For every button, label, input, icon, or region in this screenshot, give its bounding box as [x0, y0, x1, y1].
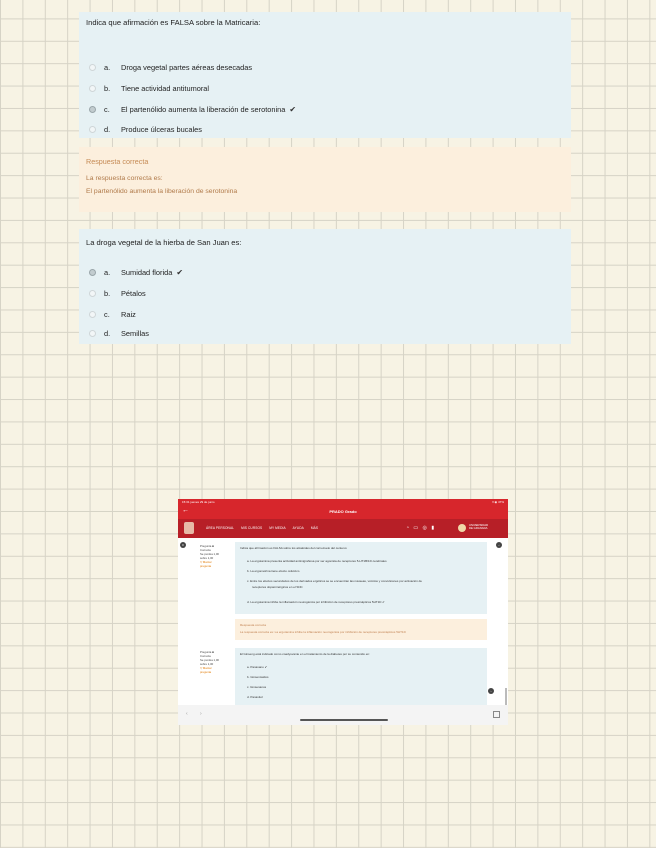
option-letter: d.	[104, 124, 111, 134]
nav-icons	[406, 525, 437, 531]
drawer-toggle-icon[interactable]: ≡	[180, 542, 186, 548]
app-title: PRADO Grado	[329, 509, 357, 514]
option[interactable]: c. Ginsenanos	[247, 685, 267, 689]
back-arrow-icon[interactable]: ←	[182, 507, 189, 514]
question-number: Pregunta ■	[200, 650, 214, 654]
status-time: 15:31 jueves 29 de junio	[182, 500, 215, 504]
option-letter: c.	[104, 104, 110, 114]
university-name	[469, 524, 488, 531]
question-grade-max: sobre 1,00	[200, 556, 214, 560]
bell-icon[interactable]: ◔	[406, 525, 410, 531]
tablet-screenshot	[178, 499, 508, 725]
browser-back-icon[interactable]: ‹	[186, 711, 188, 717]
option-label: Produce úlceras bucales	[121, 124, 202, 134]
option-letter: c.	[104, 309, 110, 319]
option-b[interactable]	[89, 287, 146, 299]
option-label: Sumidad florida	[121, 267, 173, 277]
option-selected[interactable]: d. La ergotamina inhibe la inflamación neurogénica por inhibición de receptores presinápticos 5HT1D ✔	[247, 600, 385, 604]
flag-question-link[interactable]: pregunta	[200, 670, 212, 674]
avatar[interactable]: ▮	[431, 525, 435, 531]
option-label: Droga vegetal partes aéreas desecadas	[121, 62, 253, 72]
feedback-card	[79, 147, 571, 212]
question-text: El Ginseng está indicado como coadyuvante en el tratamiento de la diabetes por su contenido en:	[240, 652, 370, 656]
flag-question-link[interactable]: ▽ Marcar	[200, 560, 212, 564]
question-info-2	[200, 650, 230, 674]
tablet-bottom-bar	[178, 705, 508, 725]
question-grade: Se puntúa 1,00	[200, 552, 219, 556]
radio-button[interactable]	[89, 64, 96, 71]
tablet-question-1	[235, 542, 487, 614]
radio-button-selected[interactable]	[89, 106, 96, 113]
question-number: Pregunta ■	[200, 544, 214, 548]
option-label: Tiene actividad antitumoral	[121, 83, 210, 93]
settings-icon[interactable]: ◎	[422, 525, 427, 531]
nav-item-area-personal[interactable]: ÁREA PERSONAL	[206, 526, 235, 530]
prado-logo[interactable]	[184, 522, 194, 534]
option-a[interactable]	[89, 266, 183, 278]
chat-icon[interactable]: ▭	[413, 525, 419, 531]
question-grade: Se puntúa 1,00	[200, 658, 219, 662]
radio-button[interactable]	[89, 126, 96, 133]
feedback-answer-intro: La respuesta correcta es:	[86, 175, 163, 182]
nav-item-mas[interactable]: MÁS	[310, 526, 319, 530]
option-d[interactable]	[89, 327, 149, 339]
question-state: Correcta	[200, 548, 211, 552]
university-name-line: UNIVERSIDAD	[469, 523, 489, 527]
question-card-1	[79, 12, 571, 138]
question-grade-max: sobre 1,00	[200, 662, 214, 666]
radio-button[interactable]	[89, 330, 96, 337]
option[interactable]: b. La ergometrina tiene efecto oxitócico	[247, 569, 300, 573]
question-text: Indica que afirmación es FALSA sobre la Matricaria:	[86, 18, 261, 27]
question-text: La droga vegetal de la hierba de San Juan es:	[86, 238, 242, 247]
option-c[interactable]	[89, 103, 296, 115]
radio-button-selected[interactable]	[89, 269, 96, 276]
browser-forward-icon[interactable]: ›	[200, 711, 202, 717]
question-info-1	[200, 544, 230, 568]
feedback-answer: La respuesta correcta es: La ergotamina inhibe la inflamación neurogénica por inhibición de receptores presinápticos 5HT1D	[240, 630, 406, 634]
option-label: Pétalos	[121, 288, 146, 298]
option-b[interactable]	[89, 82, 209, 94]
nav-item-mis-cursos[interactable]: MIS CURSOS	[241, 526, 263, 530]
radio-button[interactable]	[89, 311, 96, 318]
flag-question-link[interactable]: pregunta	[200, 564, 212, 568]
option-label: Raiz	[121, 309, 136, 319]
nav-menu	[206, 526, 324, 530]
university-name-line: DE GRANADA	[469, 526, 488, 531]
status-indicators: ▾ ◉ 47%	[492, 500, 504, 504]
question-card-2	[79, 229, 571, 344]
option-d[interactable]	[89, 123, 202, 135]
app-title-bar	[178, 505, 508, 519]
check-icon: ✔	[289, 104, 297, 114]
feedback-answer: El partenólido aumenta la liberación de serotonina	[86, 188, 238, 195]
university-seal	[458, 524, 466, 532]
feedback-title: Respuesta correcta	[86, 157, 149, 166]
question-text: Indica que afirmación es FALSA sobre los alcaloides del cornezuelo del centeno:	[240, 546, 348, 550]
option[interactable]: b. Ginsenósidos	[247, 675, 269, 679]
option-letter: b.	[104, 83, 111, 93]
quiz-review-body	[178, 538, 508, 705]
option-label: Semillas	[121, 328, 149, 338]
option-letter: b.	[104, 288, 111, 298]
option[interactable]: a. La ergotamina presenta actividad antimigrañosa por ser agonista de receptores 5-HT1B/1D cerebrales	[247, 559, 387, 563]
option-label: El partenólido aumenta la liberación de serotonina	[121, 104, 286, 114]
feedback-title: Respuesta correcta	[240, 623, 267, 627]
nav-item-ayuda[interactable]: AYUDA	[292, 526, 304, 530]
tablet-question-2	[235, 648, 487, 705]
radio-button[interactable]	[89, 290, 96, 297]
option-c[interactable]	[89, 308, 136, 320]
nav-item-my-media[interactable]: MY MEDIA	[269, 526, 286, 530]
scroll-down-icon[interactable]: ›	[488, 688, 494, 694]
top-navigation	[178, 519, 508, 538]
flag-question-link[interactable]: ▽ Marcar	[200, 666, 212, 670]
option-selected[interactable]: a. Panaxano ✔	[247, 665, 268, 669]
block-toggle-icon[interactable]: ‹	[496, 542, 502, 548]
option-letter: a.	[104, 267, 111, 277]
check-icon: ✔	[176, 267, 184, 277]
option[interactable]: d. Panaxitol	[247, 695, 263, 699]
option[interactable]: c. Entre los efectos secundarios de los derivados ergóticos se se encuentran las náuseas, vómitos y convulsiones por activación de	[247, 579, 422, 583]
radio-button[interactable]	[89, 85, 96, 92]
option-continued: receptores dopaminérgicos en el SNC	[252, 585, 303, 589]
home-indicator[interactable]	[300, 719, 388, 721]
question-state: Correcta	[200, 654, 211, 658]
tablet-feedback	[235, 619, 487, 640]
option-letter: a.	[104, 62, 111, 72]
option-a[interactable]	[89, 61, 252, 73]
tabs-icon[interactable]	[493, 711, 500, 718]
option-letter: d.	[104, 328, 111, 338]
